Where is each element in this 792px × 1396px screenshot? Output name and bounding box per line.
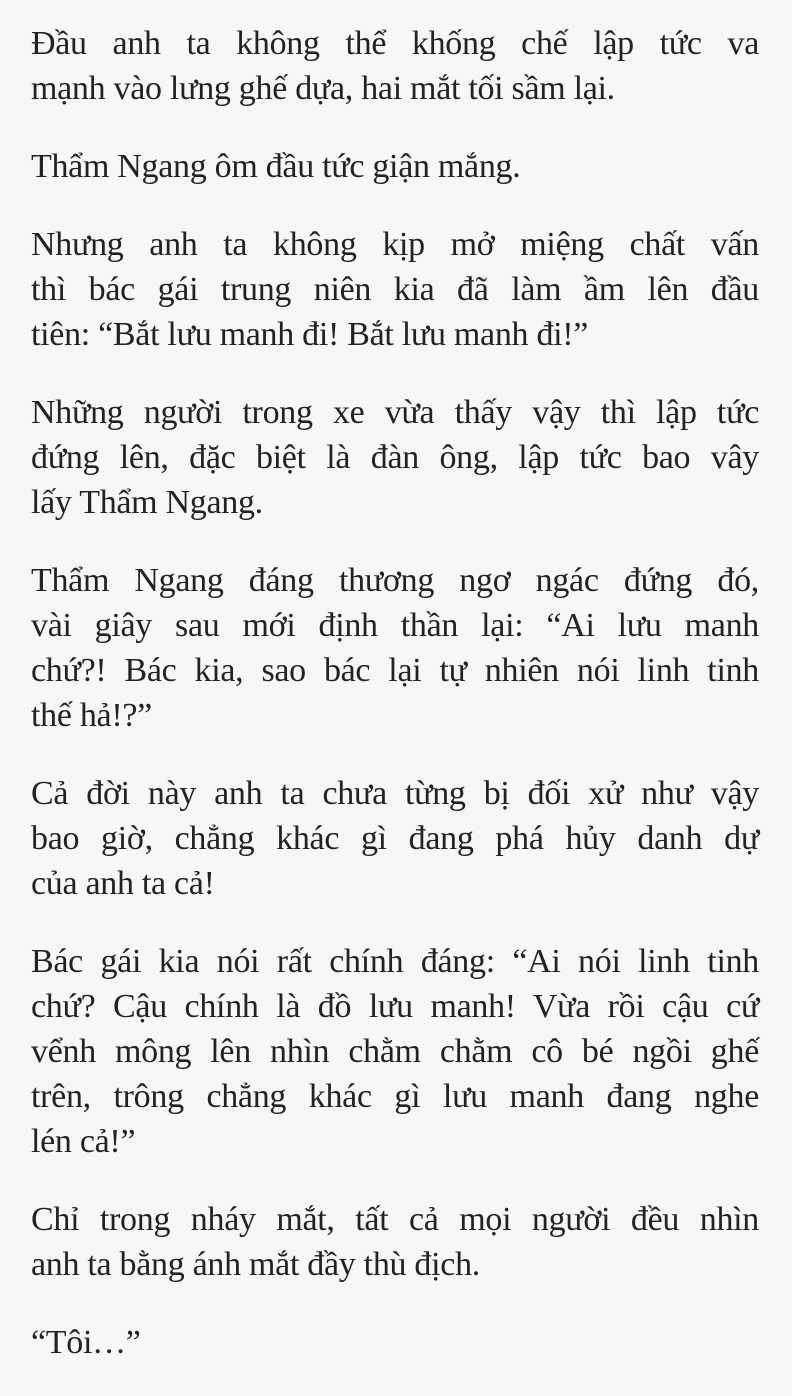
text-line: Nhưng anh ta không kịp mở miệng chất vấn	[31, 226, 759, 263]
text-line: Đầu anh ta không thể khống chế lập tức va	[31, 25, 759, 62]
text-line: chứ?! Bác kia, sao bác lại tự nhiên nói linh tinh	[31, 652, 759, 689]
text-line: thế hả!?”	[31, 697, 152, 734]
text-line: tiên: “Bắt lưu manh đi! Bắt lưu manh đi!”	[31, 316, 589, 353]
text-line: mạnh vào lưng ghế dựa, hai mắt tối sầm lại.	[31, 70, 615, 107]
paragraph	[31, 771, 759, 906]
text-line: Bác gái kia nói rất chính đáng: “Ai nói linh tinh	[31, 943, 759, 980]
text-line: trên, trông chẳng khác gì lưu manh đang nghe	[31, 1078, 759, 1115]
text-line: vài giây sau mới định thần lại: “Ai lưu manh	[31, 607, 759, 644]
paragraph	[31, 21, 759, 111]
text-line: Cả đời này anh ta chưa từng bị đối xử như vậy	[31, 775, 759, 812]
paragraph	[31, 939, 759, 1164]
text-line: bao giờ, chẳng khác gì đang phá hủy danh dự	[31, 820, 759, 857]
paragraph	[31, 1197, 759, 1287]
text-line: của anh ta cả!	[31, 865, 215, 902]
paragraph	[31, 1320, 759, 1365]
text-line: Chỉ trong nháy mắt, tất cả mọi người đều nhìn	[31, 1201, 759, 1238]
text-line: anh ta bằng ánh mắt đầy thù địch.	[31, 1246, 480, 1283]
paragraph	[31, 558, 759, 738]
paragraph	[31, 144, 759, 189]
text-line: chứ? Cậu chính là đồ lưu manh! Vừa rồi cậu cứ	[31, 988, 759, 1025]
text-line: đứng lên, đặc biệt là đàn ông, lập tức bao vây	[31, 439, 759, 476]
text-line: vểnh mông lên nhìn chằm chằm cô bé ngồi ghế	[31, 1033, 759, 1070]
text-line: lấy Thẩm Ngang.	[31, 484, 263, 521]
text-line: “Tôi…”	[31, 1324, 141, 1361]
text-line: Những người trong xe vừa thấy vậy thì lập tức	[31, 394, 759, 431]
text-line: Thẩm Ngang ôm đầu tức giận mắng.	[31, 148, 521, 185]
text-line: lén cả!”	[31, 1123, 136, 1160]
text-line: thì bác gái trung niên kia đã làm ầm lên đầu	[31, 271, 759, 308]
text-line: Thẩm Ngang đáng thương ngơ ngác đứng đó,	[31, 562, 759, 599]
paragraph	[31, 390, 759, 525]
paragraph	[31, 222, 759, 357]
